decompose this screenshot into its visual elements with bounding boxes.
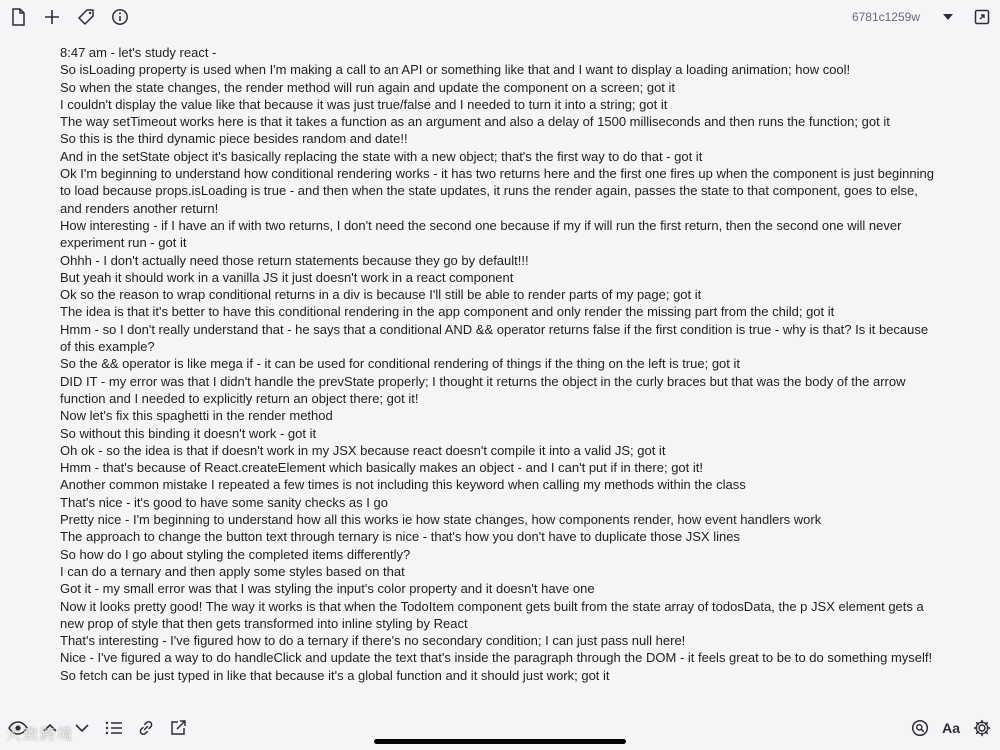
note-line: How interesting - if I have an if with two returns, I don't need the second one because if my if will run the first return, then the second one will never experiment run - got it: [60, 217, 902, 251]
note-line: But yeah it should work in a vanilla JS it just doesn't work in a react component: [60, 269, 514, 285]
note-line: Now it looks pretty good! The way it works is that when the TodoItem component gets built from the state array of todosData, the p JSX element gets a new prop of style that then gets transformed into inline styling by React: [60, 598, 924, 631]
share-icon[interactable]: [168, 718, 188, 738]
note-line: Hmm - so I don't really understand that - he says that a conditional AND && operator returns false if the first condition is true - why is that? Is it because of this example?: [60, 321, 929, 355]
info-icon[interactable]: [110, 7, 130, 27]
note-line: So fetch can be just typed in like that because it's a global function and it should just work; got it: [60, 667, 610, 683]
note-line: Pretty nice - I'm beginning to understand how all this works ie how state changes, how components render, how event handlers work: [60, 512, 822, 528]
plus-icon[interactable]: [42, 7, 62, 27]
eye-icon[interactable]: [8, 718, 28, 738]
note-line: Now let's fix this spaghetti in the render method: [60, 408, 333, 424]
note-line: Oh ok - so the idea is that if doesn't work in my JSX because react doesn't compile it into a valid JS; got it: [60, 442, 666, 458]
note-line: Ok I'm beginning to understand how conditional rendering works - it has two returns here and the first one fires up when the component is just beginning to load because props.isLoading is true - and then when the state updates, it runs the render again, passes the state to that component, goes to else, and renders another return!: [60, 166, 934, 216]
document-icon[interactable]: [8, 7, 28, 27]
note-line: Ohhh - I don't actually need those return statements because they go by default!!!: [60, 252, 529, 268]
note-line: So without this binding it doesn't work - got it: [60, 425, 317, 441]
note-line: So this is the third dynamic piece besides random and date!!: [60, 131, 408, 147]
note-line: So isLoading property is used when I'm making a call to an API or something like that and I want to display a loading animation; how cool!: [60, 62, 851, 78]
expand-icon[interactable]: [972, 7, 992, 27]
note-line: So the && operator is like mega if - it can be used for conditional rendering of things if the thing on the left is true; got it: [60, 356, 740, 372]
list-icon[interactable]: [104, 718, 124, 738]
version-label[interactable]: 6781c1259w: [851, 10, 920, 24]
note-line: Nice - I've figured a way to do handleClick and update the text that's inside the paragraph through the DOM - it feels great to be to do something myself!: [60, 650, 933, 666]
tag-icon[interactable]: [76, 7, 96, 27]
toolbar-right-group: [852, 7, 992, 27]
toolbar-left-group: [8, 7, 130, 27]
note-line: So how do I go about styling the completed items differently?: [60, 546, 411, 562]
note-line: That's interesting - I've figured how to do a ternary if there's no secondary condition; I can just pass null here!: [60, 633, 686, 649]
note-line: And in the setState object it's basically replacing the state with a new object; that's the first way to do that - got it: [60, 148, 703, 164]
note-line: 8:47 am - let's study react -: [60, 45, 217, 60]
note-line: Hmm - that's because of React.createElement which basically makes an object - and I can't put if in there; got it!: [60, 460, 703, 476]
note-line: That's nice - it's good to have some sanity checks as I go: [60, 494, 388, 510]
gear-icon[interactable]: [972, 718, 992, 738]
bottom-right-group: [910, 718, 992, 738]
text-format-button[interactable]: Aa: [942, 720, 960, 736]
note-line: I can do a ternary and then apply some styles based on that: [60, 563, 405, 579]
note-line: So when the state changes, the render method will run again and update the component on a screen; got it: [60, 79, 676, 95]
note-line: I couldn't display the value like that because it was just true/false and I needed to turn it into a string; got it: [60, 96, 668, 112]
note-line: Got it - my small error was that I was styling the input's color property and it doesn't have one: [60, 581, 595, 597]
home-indicator: [374, 739, 626, 744]
note-line: Another common mistake I repeated a few times is not including this keyword when calling my methods within the class: [60, 477, 746, 493]
link-icon[interactable]: [136, 718, 156, 738]
chevron-up-icon[interactable]: [40, 718, 60, 738]
note-body[interactable]: [60, 44, 940, 706]
note-line: DID IT - my error was that I didn't handle the prevState properly; I thought it returns the object in the curly braces but that was the body of the arrow function and I needed to explicitly return an object there; got it!: [60, 373, 906, 406]
note-line: Ok so the reason to wrap conditional returns in a div is because I'll still be able to render parts of my page; got it: [60, 287, 702, 303]
watermark-text: 大致跨境: [6, 726, 75, 743]
note-line: The idea is that it's better to have this conditional rendering in the app component and only render the missing part from the child; got it: [60, 304, 835, 320]
note-line: The approach to change the button text through ternary is nice - that's how you don't have to duplicate those JSX lines: [60, 529, 740, 545]
bottom-left-group: [8, 718, 188, 738]
note-line: The way setTimeout works here is that it takes a function as an argument and also a delay of 1500 milliseconds and then runs the function; got it: [60, 114, 890, 130]
top-toolbar: [0, 0, 1000, 34]
search-icon[interactable]: [910, 718, 930, 738]
chevron-down-icon[interactable]: [72, 718, 92, 738]
chevron-down-icon[interactable]: [938, 7, 958, 27]
